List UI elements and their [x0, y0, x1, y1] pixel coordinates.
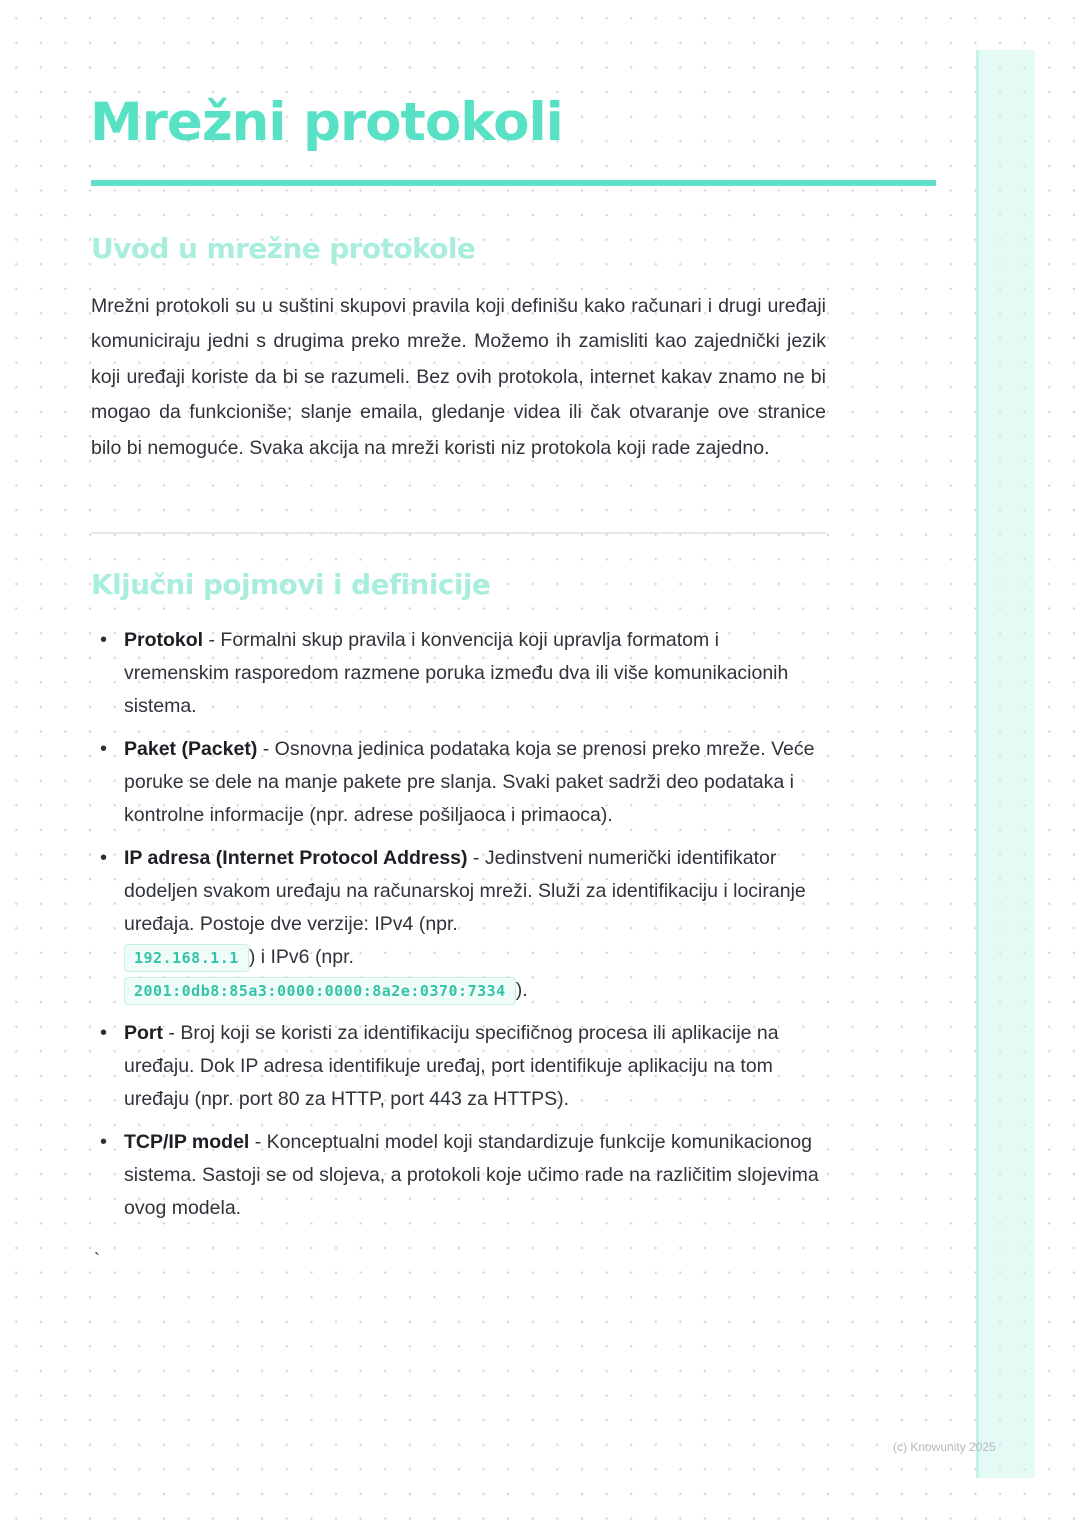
title-underline	[91, 180, 936, 186]
definitions-heading: Ključni pojmovi i definicije	[91, 568, 491, 601]
definition-item-protokol	[91, 624, 826, 723]
definitions-list	[91, 624, 826, 1235]
bullet-icon: •	[100, 738, 108, 760]
side-margin-strip	[976, 50, 1035, 1478]
bullet-icon: •	[100, 629, 108, 651]
ipv4-code: 192.168.1.1	[124, 944, 249, 972]
bullet-icon: •	[100, 1131, 108, 1153]
definition-text: - Osnovna jedinica podataka koja se prenosi preko mreže. Veće poruke se dele na manje pakete pre slanja. Svaki paket sadrži deo podataka i kontrolne informacije (npr. adrese pošiljaoca i primaoca).	[124, 738, 815, 826]
ipv6-code: 2001:0db8:85a3:0000:0000:8a2e:0370:7334	[124, 977, 516, 1005]
definition-term: Paket (Packet)	[124, 738, 258, 760]
intro-heading: Uvod u mrežne protokole	[91, 232, 476, 265]
bullet-icon: •	[100, 847, 108, 869]
definition-text: ) i IPv6 (npr.	[248, 946, 354, 968]
definition-item-port	[91, 1017, 826, 1116]
definition-text: - Formalni skup pravila i konvencija koji upravlja formatom i vremenskim rasporedom razmene poruka između dva ili više komunikacionih sistema.	[124, 629, 789, 717]
section-divider	[91, 532, 826, 534]
definition-text: - Jedinstveni numerički identifikator dodeljen svakom uređaju na računarskoj mreži. Služi za identifikaciju i lociranje uređaja. Postoje dve verzije: IPv4 (npr.	[124, 847, 806, 935]
bullet-icon: •	[100, 1022, 108, 1044]
definition-item-ip-adresa	[91, 842, 826, 1007]
definition-term: Protokol	[124, 629, 204, 651]
definition-item-paket	[91, 733, 826, 832]
page-title: Mrežni protokoli	[90, 92, 563, 153]
definition-text: - Konceptualni model koji standardizuje funkcije komunikacionog sistema. Sastoji se od slojeva, a protokoli koje učimo rade na različitim slojevima ovog modela.	[124, 1131, 819, 1219]
stray-backtick: `	[94, 1250, 100, 1270]
definition-text: - Broj koji se koristi za identifikaciju specifičnog procesa ili aplikacije na uređaju. Dok IP adresa identifikuje uređaj, port identifikuje aplikaciju na tom uređaju (npr. port 80 za HTTP, port 443 za HTTPS).	[124, 1022, 779, 1110]
definition-term: TCP/IP model	[124, 1131, 250, 1153]
definition-term: Port	[124, 1022, 163, 1044]
definition-text: ).	[515, 979, 528, 1001]
definition-term: IP adresa (Internet Protocol Address)	[124, 847, 468, 869]
definition-item-tcp-ip	[91, 1126, 826, 1225]
copyright-footer: (c) Knowunity 2025	[893, 1440, 996, 1454]
intro-paragraph: Mrežni protokoli su u suštini skupovi pravila koji definišu kako računari i drugi uređaji komuniciraju jedni s drugima preko mreže. Možemo ih zamisliti kao zajednički jezik koji uređaji koriste da bi se razumeli. Bez ovih protokola, internet kakav znamo ne bi mogao da funkcioniše; slanje emaila, gledanje videa ili čak otvaranje ove stranice bilo bi nemoguće. Svaka akcija na mreži koristi niz protokola koji rade zajedno.	[91, 295, 826, 459]
